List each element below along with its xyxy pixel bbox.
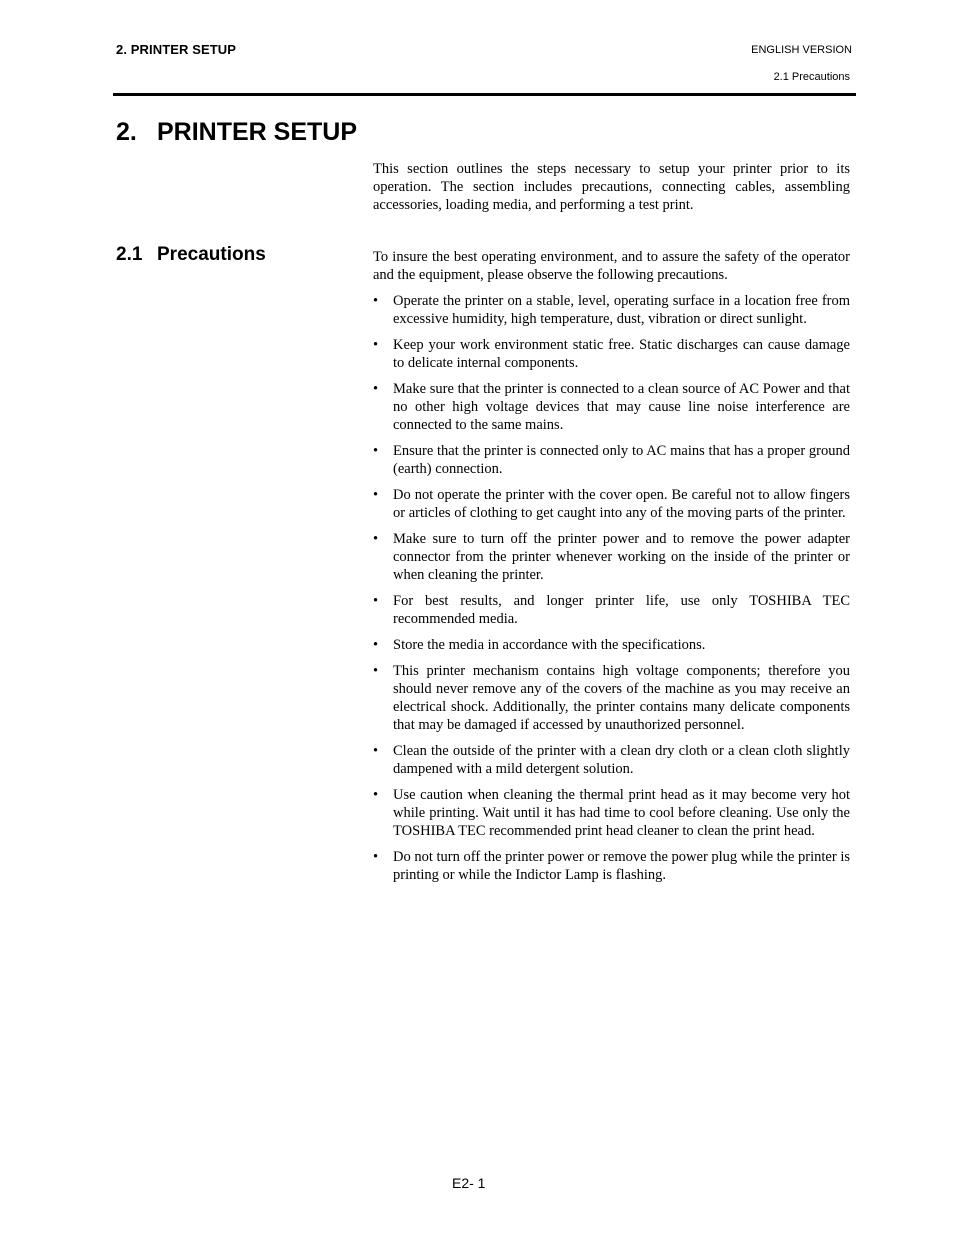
bullet-icon: •: [373, 293, 379, 309]
list-item-text: Make sure that the printer is connected to a clean source of AC Power and that no other high voltage devices that may cause line noise interference are connected to the same mains.: [393, 381, 850, 433]
list-item-text: Do not operate the printer with the cover open. Be careful not to allow fingers or articles of clothing to get caught into any of the moving parts of the printer.: [393, 487, 850, 521]
list-item: [373, 486, 850, 522]
list-item: [373, 530, 850, 584]
list-item: [373, 592, 850, 628]
list-item-text: Clean the outside of the printer with a clean dry cloth or a clean cloth slightly dampened with a mild detergent solution.: [393, 743, 850, 777]
list-item-text: This printer mechanism contains high voltage components; therefore you should never remove any of the covers of the machine as you may receive an electrical shock. Additionally, the printer contains many delicate components that may be damaged if accessed by unauthorized personnel.: [393, 663, 850, 733]
list-item: [373, 662, 850, 734]
running-header-section: 2.1 Precautions: [773, 71, 850, 83]
bullet-icon: •: [373, 849, 379, 865]
page-number: E2- 1: [452, 1175, 486, 1191]
header-divider: [113, 93, 856, 96]
section-body: [373, 248, 850, 892]
list-item: [373, 742, 850, 778]
list-item: [373, 848, 850, 884]
chapter-intro: This section outlines the steps necessary to setup your printer prior to its operation. The section includes precautions, connecting cables, assembling accessories, loading media, and performing a test print.: [373, 161, 850, 213]
bullet-icon: •: [373, 593, 379, 609]
section-intro: To insure the best operating environment, and to assure the safety of the operator and the equipment, please observe the following precautions.: [373, 249, 850, 283]
list-item-text: Ensure that the printer is connected only to AC mains that has a proper ground (earth) connection.: [393, 443, 850, 477]
bullet-icon: •: [373, 787, 379, 803]
list-item: [373, 786, 850, 840]
bullet-icon: •: [373, 663, 379, 679]
section-title-text: Precautions: [157, 244, 266, 265]
bullet-icon: •: [373, 443, 379, 459]
list-item: [373, 292, 850, 328]
bullet-icon: •: [373, 743, 379, 759]
list-item: [373, 442, 850, 478]
list-item-text: Make sure to turn off the printer power and to remove the power adapter connector from the printer whenever working on the inside of the printer or when cleaning the printer.: [393, 531, 850, 583]
running-header-version: ENGLISH VERSION: [751, 44, 852, 56]
bullet-icon: •: [373, 637, 379, 653]
section-number: 2.1: [116, 244, 143, 265]
list-item-text: For best results, and longer printer life, use only TOSHIBA TEC recommended media.: [393, 593, 850, 627]
section-title: [116, 244, 266, 266]
list-item: [373, 336, 850, 372]
list-item-text: Store the media in accordance with the specifications.: [393, 637, 706, 653]
bullet-icon: •: [373, 381, 379, 397]
chapter-title: [116, 118, 357, 147]
precautions-list: [373, 292, 850, 884]
running-header-chapter: 2. PRINTER SETUP: [116, 42, 237, 57]
list-item-text: Keep your work environment static free. Static discharges can cause damage to delicate internal components.: [393, 337, 850, 371]
list-item: [373, 636, 850, 654]
bullet-icon: •: [373, 337, 379, 353]
list-item-text: Do not turn off the printer power or remove the power plug while the printer is printing or while the Indictor Lamp is flashing.: [393, 849, 850, 883]
bullet-icon: •: [373, 531, 379, 547]
list-item: [373, 380, 850, 434]
list-item-text: Use caution when cleaning the thermal print head as it may become very hot while printing. Wait until it has had time to cool before cleaning. Use only the TOSHIBA TEC recommended print head cleaner to clean the print head.: [393, 787, 850, 839]
chapter-number: 2.: [116, 118, 137, 146]
list-item-text: Operate the printer on a stable, level, operating surface in a location free from excessive humidity, high temperature, dust, vibration or direct sunlight.: [393, 293, 850, 327]
bullet-icon: •: [373, 487, 379, 503]
chapter-title-text: PRINTER SETUP: [157, 118, 358, 146]
